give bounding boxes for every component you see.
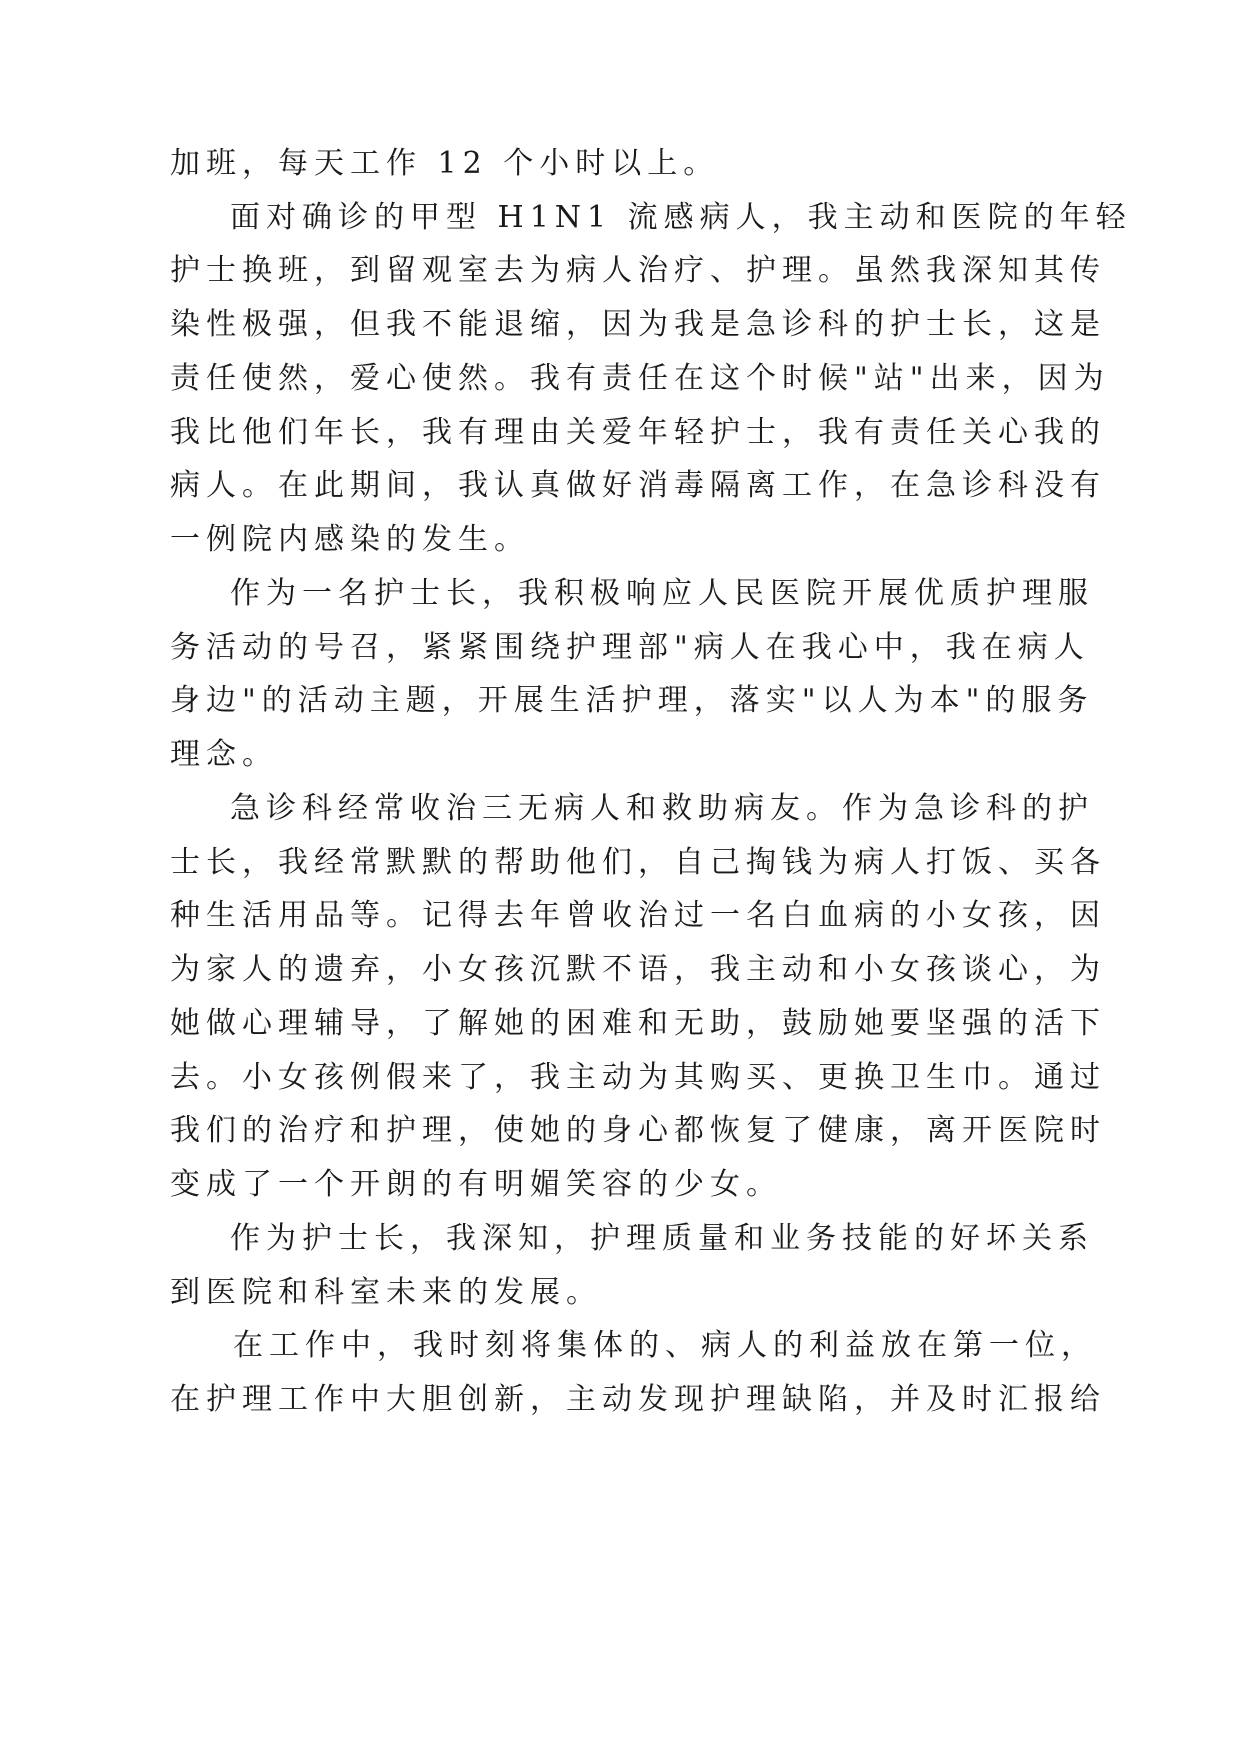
text-line: 身边"的活动主题，开展生活护理，落实"以人为本"的服务: [170, 683, 1094, 718]
text-line: 士长，我经常默默的帮助他们，自己掏钱为病人打饭、买各: [170, 845, 1106, 880]
text-line: 作为护士长，我深知，护理质量和业务技能的好坏关系: [230, 1221, 1094, 1256]
text-line: 我们的治疗和护理，使她的身心都恢复了健康，离开医院时: [170, 1113, 1106, 1148]
text-line: 去。小女孩例假来了，我主动为其购买、更换卫生巾。通过: [170, 1060, 1106, 1095]
text-line: 她做心理辅导，了解她的困难和无助，鼓励她要坚强的活下: [170, 1006, 1106, 1041]
text-line: 面对确诊的甲型 H1N1 流感病人，我主动和医院的年轻: [230, 200, 1132, 235]
text-line: 加班，每天工作 12 个小时以上。: [170, 146, 720, 181]
text-line: 护士换班，到留观室去为病人治疗、护理。虽然我深知其传: [170, 253, 1106, 288]
text-line: 责任使然，爱心使然。我有责任在这个时候"站"出来，因为: [170, 361, 1110, 396]
text-line: 病人。在此期间，我认真做好消毒隔离工作，在急诊科没有: [170, 468, 1106, 503]
text-line: 一例院内感染的发生。: [170, 522, 530, 557]
text-line: 种生活用品等。记得去年曾收治过一名白血病的小女孩，因: [170, 898, 1106, 933]
text-line: 在护理工作中大胆创新，主动发现护理缺陷，并及时汇报给: [170, 1382, 1106, 1417]
text-line: 我比他们年长，我有理由关爱年轻护士，我有责任关心我的: [170, 415, 1106, 450]
text-line: 急诊科经常收治三无病人和救助病友。作为急诊科的护: [230, 791, 1094, 826]
text-line: 作为一名护士长，我积极响应人民医院开展优质护理服: [230, 576, 1094, 611]
text-line: 理念。: [170, 737, 278, 772]
text-line: 变成了一个开朗的有明媚笑容的少女。: [170, 1167, 782, 1202]
text-line: 务活动的号召，紧紧围绕护理部"病人在我心中，我在病人: [170, 630, 1090, 665]
text-line: 染性极强，但我不能退缩，因为我是急诊科的护士长，这是: [170, 307, 1106, 342]
text-line: 为家人的遗弃，小女孩沉默不语，我主动和小女孩谈心，为: [170, 952, 1106, 987]
text-line: 在工作中，我时刻将集体的、病人的利益放在第一位，: [233, 1328, 1097, 1363]
text-line: 到医院和科室未来的发展。: [170, 1275, 602, 1310]
